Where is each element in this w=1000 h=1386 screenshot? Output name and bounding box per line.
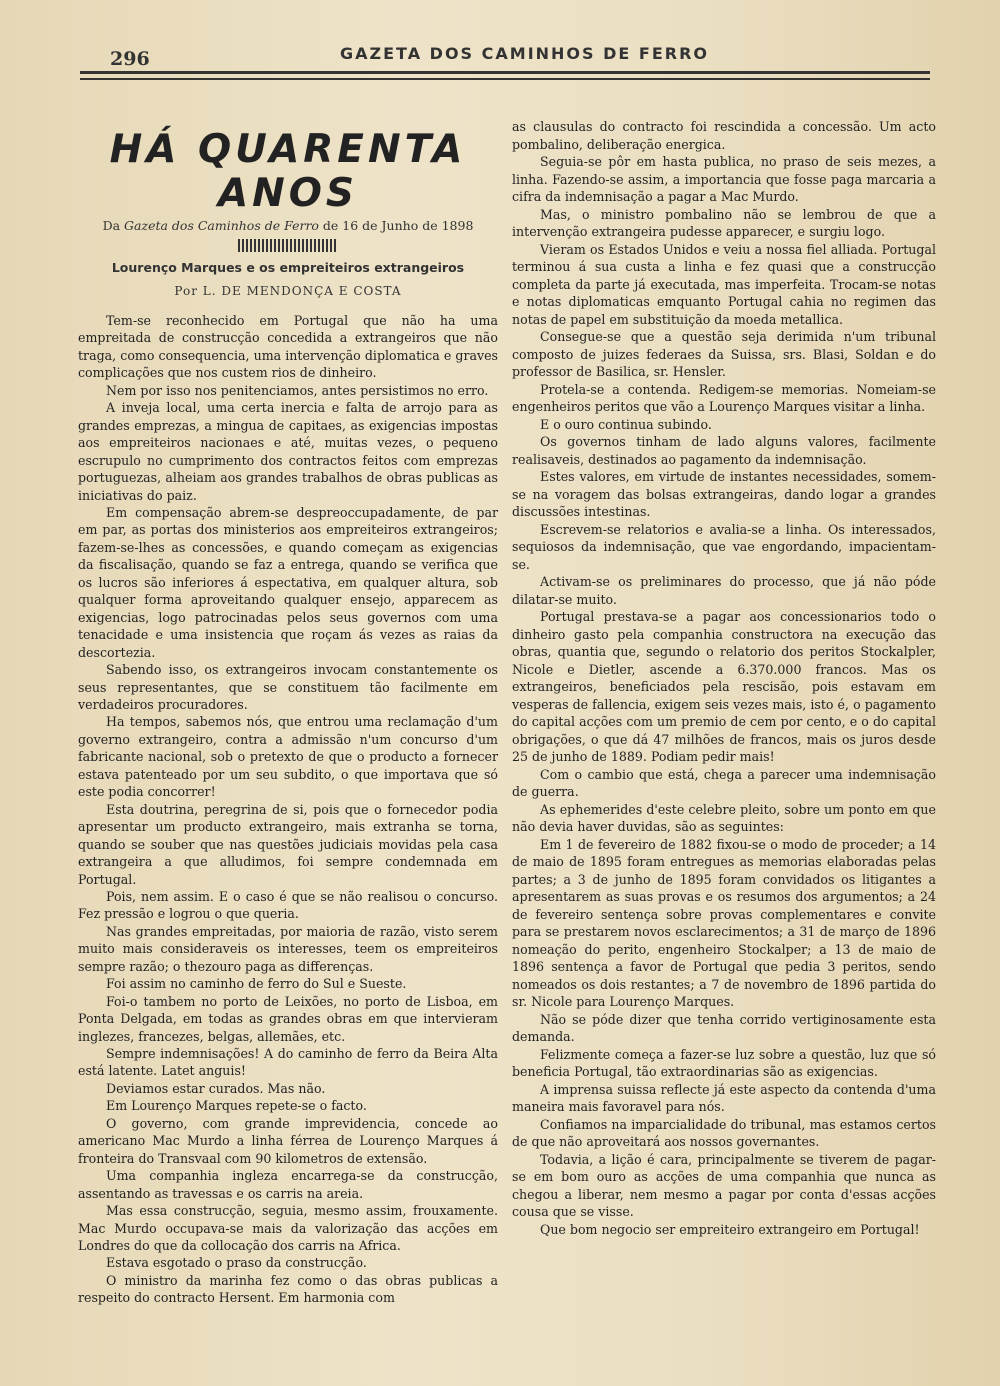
- paragraph: as clausulas do contracto foi rescindida a concessão. Um acto pombalino, deliberação energica.: [512, 119, 936, 152]
- ornament-divider: [238, 239, 338, 252]
- paragraph: Nas grandes empreitadas, por maioria de razão, visto serem muito mais consideraveis os interesses, teem os empreiteiros sempre razão; o thezouro paga as differenças.: [78, 923, 498, 974]
- paragraph: Estes valores, em virtude de instantes necessidades, somem-se na voragem das bolsas extrangeiras, dando logar a grandes discussões intestinas.: [512, 469, 936, 519]
- paragraph: Foi assim no caminho de ferro do Sul e Sueste.: [106, 976, 407, 992]
- left-column: [78, 118, 498, 1307]
- byline: Por L. DE MENDONÇA E COSTA: [174, 284, 402, 298]
- paragraph: Seguia-se pôr em hasta publica, no praso de seis mezes, a linha. Fazendo-se assim, a importancia que fosse paga marcaria a cifra da indemnisação a pagar a Mac Murdo.: [512, 154, 936, 204]
- paragraph: Em 1 de fevereiro de 1882 fixou-se o modo de proceder; a 14 de maio de 1895 foram entregues as memorias elaboradas pelas partes; a 3 de junho de 1895 foram convidados os litigantes a apresentarem as suas provas e os resumos dos argumentos; a 24 de fevereiro sentença sobre provas complementares e convite para se prestarem novos esclarecimentos; a 31 de março de 1896 nomeação do perito, engenheiro Stockalper; a 13 de maio de 1896 sentença a favor de Portugal que pedia 3 peritos, sendo nomeados os dois restantes; a 7 de novembro de 1896 partida do sr. Nicole para Lourenço Marques.: [512, 836, 936, 1009]
- paragraph: Com o cambio que está, chega a parecer uma indemnisação de guerra.: [512, 766, 936, 799]
- paragraph: Em compensação abrem-se despreoccupadamente, de par em par, as portas dos ministerios aos empreiteiros extrangeiros; fazem-se-lhes as concessões, e quando começam as exigencias da fiscalisação, quando se faz a entrega, quando se verifica que os lucros são inferiores á espectativa, em qualquer altura, sob qualquer forma aproveitando qualquer ensejo, apparecem as exigencias, logo patrocinadas pelos seus governos com uma tenacidade e uma insistencia que roçam ás vezes as raias da descortezia.: [78, 504, 498, 660]
- paragraph: Deviamos estar curados. Mas não.: [106, 1080, 326, 1096]
- right-column: [512, 118, 936, 1238]
- right-column-body: [512, 118, 936, 1238]
- paragraph: Não se póde dizer que tenha corrido vertiginosamente esta demanda.: [512, 1011, 936, 1044]
- paragraph: Foi-o tambem no porto de Leixões, no porto de Lisboa, em Ponta Delgada, em todas as grandes obras em que intervieram inglezes, francezes, belgas, allemães, etc.: [78, 993, 498, 1044]
- paragraph: Uma companhia ingleza encarrega-se da construcção, assentando as travessas e os carris na areia.: [78, 1168, 498, 1201]
- paragraph: A inveja local, uma certa inercia e falta de arrojo para as grandes emprezas, a mingua de capitaes, as exigencias impostas aos empreiteiros nacionaes e até, muitas vezes, o pequeno escrupulo no cumprimento dos contractos feitos com emprezas portuguezas, alheiam aos grandes trabalhos de obras publicas as iniciativas do paiz.: [78, 400, 498, 503]
- paragraph: Activam-se os preliminares do processo, que já não póde dilatar-se muito.: [512, 574, 936, 607]
- paragraph: Escrevem-se relatorios e avalia-se a linha. Os interessados, sequiosos da indemnisação, que vae engordando, impacientam-se.: [512, 521, 936, 572]
- paragraph: Nem por isso nos penitenciamos, antes persistimos no erro.: [106, 382, 489, 398]
- paragraph: Mas, o ministro pombalino não se lembrou de que a intervenção extrangeira pudesse apparecer, e surgiu logo.: [512, 206, 936, 239]
- paragraph: Esta doutrina, peregrina de si, pois que o fornecedor podia apresentar um producto extrangeiro, mais extranha se torna, quando se souber que nas questões judiciais movidas pela casa extrangeira a que alludimos, foi sempre condemnada em Portugal.: [78, 801, 498, 887]
- source-line: [78, 218, 498, 233]
- paragraph: Sabendo isso, os extrangeiros invocam constantemente os seus representantes, que se constituem tão facilmente em verdadeiros procuradores.: [78, 662, 498, 712]
- paragraph: Tem-se reconhecido em Portugal que não ha uma empreitada de construcção concedida a extrangeiros que não traga, como consequencia, uma intervenção diplomatica e graves complicações que nos custem rios de dinheiro.: [78, 313, 498, 381]
- paragraph: O governo, com grande imprevidencia, concede ao americano Mac Murdo a linha férrea de Lourenço Marques á fronteira do Transvaal com 90 kilometros de extensão.: [78, 1115, 498, 1166]
- paragraph: Mas essa construcção, seguia, mesmo assim, frouxamente. Mac Murdo occupava-se mais da valorização das acções em Londres do que da collocação dos carris na Africa.: [78, 1203, 498, 1254]
- paragraph: Pois, nem assim. E o caso é que se não realisou o concurso. Fez pressão e logrou o que queria.: [78, 888, 498, 922]
- source-suffix: de 16 de Junho de 1898: [318, 218, 474, 233]
- paragraph: Portugal prestava-se a pagar aos concessionarios todo o dinheiro gasto pela companhia constructora na execução das obras, quantia que, segundo o relatorio dos peritos Stockalpler, Nicole e Dietler, ascende a 6.370.000 francos. Mas os extrangeiros, beneficiados pela rescisão, pois estavam em vesperas de fallencia, exigem seis vezes mais, isto é, o pagamento do capital acções com um premio de cem por cento, e o do capital obrigações, o que dá 47 milhões de francos, mais os juros desde 25 de junho de 1889. Podiam pedir mais!: [512, 609, 936, 764]
- headline: HÁ QUARENTA ANOS: [109, 127, 467, 216]
- paragraph: Estava esgotado o praso da construcção.: [106, 1255, 367, 1271]
- paragraph: Em Lourenço Marques repete-se o facto.: [106, 1098, 367, 1114]
- source-journal: Gazeta dos Caminhos de Ferro: [124, 218, 319, 233]
- paragraph: Ha tempos, sabemos nós, que entrou uma reclamação d'um governo extrangeiro, contra a admissão n'um concurso d'um fabricante nacional, sob o pretexto de que o producto a fornecer estava patenteado por um seu subdito, o que importava que só este podia concorrer!: [78, 714, 498, 800]
- paragraph: Consegue-se que a questão seja derimida n'um tribunal composto de juizes federaes da Suissa, srs. Blasi, Soldan e do professor de Basilica, sr. Hensler.: [512, 329, 936, 379]
- paragraph: O ministro da marinha fez como o das obras publicas a respeito do contracto Hersent. Em harmonia com: [78, 1272, 498, 1306]
- paragraph: A imprensa suissa reflecte já este aspecto da contenda d'uma maneira mais favoravel para nós.: [512, 1081, 936, 1114]
- header-rule-bottom: [80, 78, 930, 80]
- paragraph: Confiamos na imparcialidade do tribunal, mas estamos certos de que não aproveitará aos nossos governantes.: [512, 1116, 936, 1149]
- paragraph: Todavia, a lição é cara, principalmente se tiverem de pagar-se em bom ouro as acções de uma companhia que nunca as chegou a liberar, nem mesmo a pagar por conta d'essas acções cousa que se visse.: [512, 1151, 936, 1219]
- paragraph: Vieram os Estados Unidos e veiu a nossa fiel alliada. Portugal terminou á sua custa a linha e fez quasi que a construcção completa da parte já executada, mas imperfeita. Trocam-se notas e notas diplomaticas emquanto Portugal cahia no regimen das notas de papel em substituição da moeda metallica.: [512, 241, 936, 327]
- page-number: 296: [110, 48, 150, 70]
- paragraph: As ephemerides d'este celebre pleito, sobre um ponto em que não devia haver duvidas, são as seguintes:: [512, 801, 936, 834]
- article-title: Lourenço Marques e os empreiteiros extrangeiros: [111, 260, 465, 275]
- source-prefix: Da: [102, 218, 125, 233]
- paragraph: Que bom negocio ser empreiteiro extrangeiro em Portugal!: [540, 1221, 920, 1237]
- paragraph: Sempre indemnisações! A do caminho de ferro da Beira Alta está latente. Latet anguis!: [78, 1046, 498, 1079]
- paragraph: Felizmente começa a fazer-se luz sobre a questão, luz que só beneficia Portugal, tão extraordinarias são as exigencias.: [512, 1046, 936, 1079]
- paragraph: Protela-se a contenda. Redigem-se memorias. Nomeiam-se engenheiros peritos que vão a Lourenço Marques visitar a linha.: [512, 381, 936, 414]
- left-column-body: [78, 312, 498, 1307]
- paragraph: E o ouro continua subindo.: [540, 416, 712, 432]
- page-header: [80, 40, 930, 80]
- header-rule-top: [80, 71, 930, 74]
- journal-title: GAZETA DOS CAMINHOS DE FERRO: [340, 44, 710, 63]
- paragraph: Os governos tinham de lado alguns valores, facilmente realisaveis, destinados ao pagamento da indemnisação.: [512, 434, 936, 467]
